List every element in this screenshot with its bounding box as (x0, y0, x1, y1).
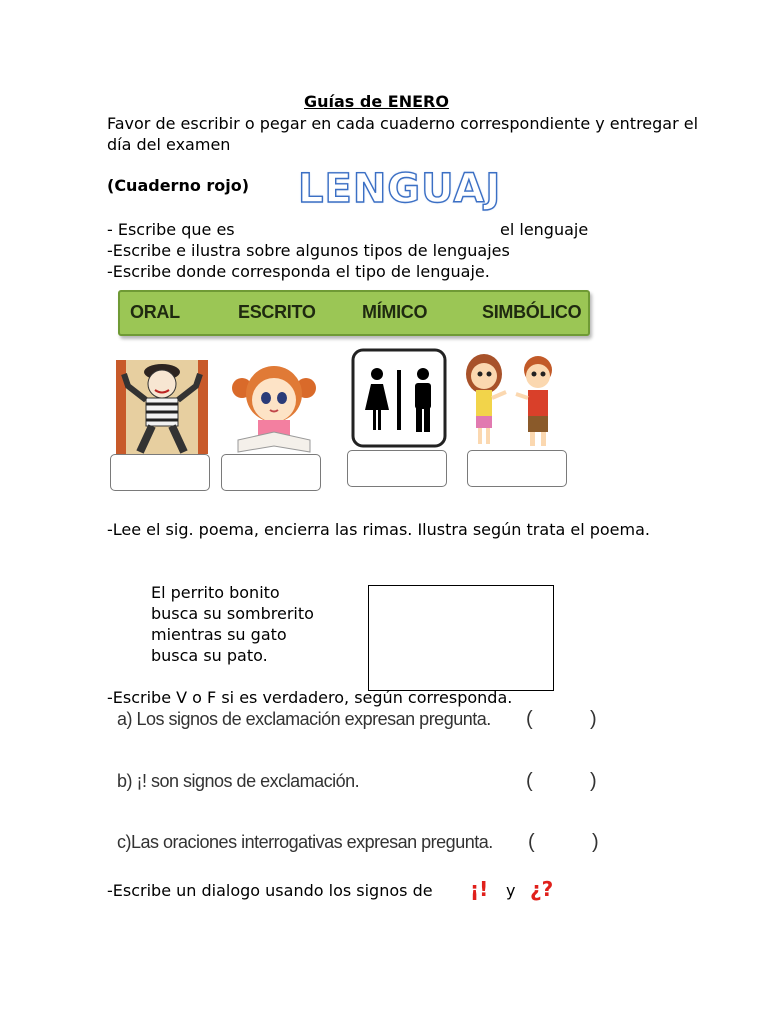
poem-line-3: mientras su gato (151, 625, 287, 644)
tf-paren-open-c: ( (528, 831, 535, 853)
instruction-3: -Escribe donde corresponda el tipo de lenguaje. (107, 262, 490, 281)
tf-paren-close-a: ) (590, 708, 597, 730)
tf-instruction: -Escribe V o F si es verdadero, según corresponda. (107, 688, 513, 707)
poem-instruction: -Lee el sig. poema, encierra las rimas. Ilustra según trata el poema. (107, 520, 650, 539)
restroom-sign-icon (351, 348, 447, 448)
tf-paren-open-a: ( (526, 708, 533, 730)
question-marks: ¿? (530, 877, 554, 901)
notebook-label: (Cuaderno rojo) (107, 176, 250, 195)
tf-item-c: c)Las oraciones interrogativas expresan pregunta. (117, 832, 493, 852)
dialog-instruction: -Escribe un dialogo usando los signos de (107, 881, 433, 900)
tf-item-b: b) ¡! son signos de exclamación. (117, 771, 360, 791)
instruction-1-end: el lenguaje (500, 220, 589, 239)
poem-line-4: busca su pato. (151, 646, 268, 665)
subject-wordart: LENGUAJ (298, 166, 502, 212)
answer-box-mime[interactable] (110, 454, 210, 491)
reading-girl-icon (230, 360, 318, 454)
poem-line-2: busca su sombrerito (151, 604, 314, 623)
type-label-simbolico: SIMBÓLICO (482, 302, 582, 322)
poem-illustration-box[interactable] (368, 585, 554, 691)
type-label-oral: ORAL (130, 302, 180, 322)
mime-icon (116, 360, 208, 454)
dialog-connector: y (506, 881, 516, 900)
instruction-2: -Escribe e ilustra sobre algunos tipos de lenguajes (107, 241, 510, 260)
answer-box-talking-kids[interactable] (467, 450, 567, 487)
tf-paren-close-c: ) (592, 831, 599, 853)
type-label-mimico: MÍMICO (362, 302, 428, 322)
instruction-1-start: - Escribe que es (107, 220, 235, 239)
answer-box-restroom-sign[interactable] (347, 450, 447, 487)
type-label-escrito: ESCRITO (238, 302, 316, 322)
talking-kids-icon (462, 352, 562, 452)
answer-box-reading-girl[interactable] (221, 454, 321, 491)
page-title: Guías de ENERO (304, 92, 449, 111)
tf-paren-close-b: ) (590, 770, 597, 792)
exclamation-marks: ¡! (470, 877, 489, 901)
intro-text: Favor de escribir o pegar en cada cuaderno correspondiente y entregar el día del examen (107, 114, 699, 154)
poem-line-1: El perrito bonito (151, 583, 280, 602)
language-types-banner (118, 290, 590, 336)
tf-paren-open-b: ( (526, 770, 533, 792)
tf-item-a: a) Los signos de exclamación expresan pregunta. (117, 709, 491, 729)
